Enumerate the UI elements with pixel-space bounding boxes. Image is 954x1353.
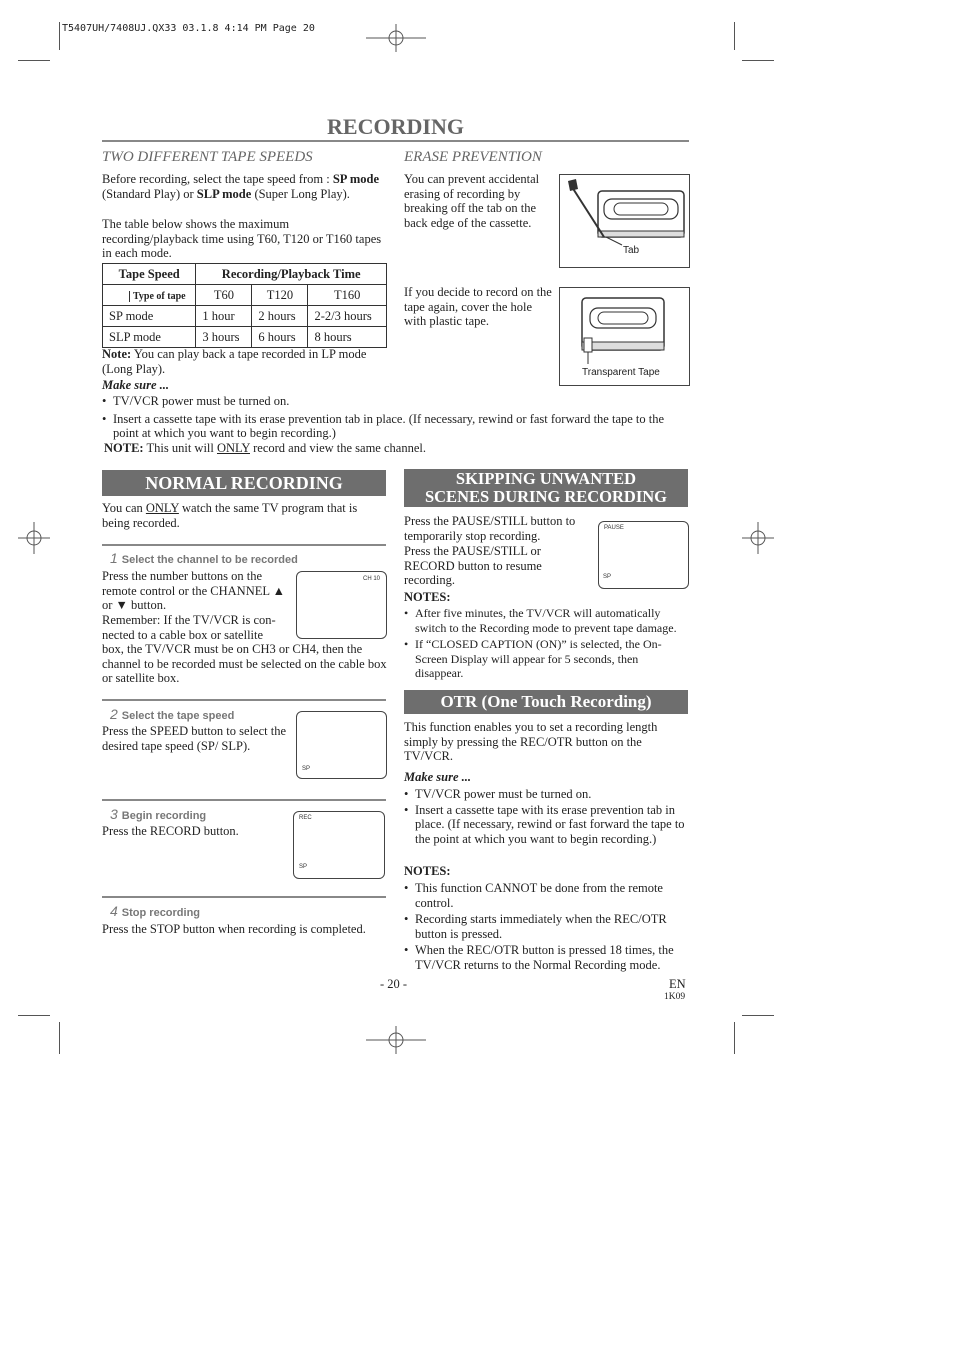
osd-screen-channel <box>296 571 387 639</box>
osd-screen-pause <box>598 521 689 589</box>
crop-mark <box>18 1015 50 1016</box>
type-of-tape-label: Type of tape <box>129 291 186 302</box>
osd-channel: CH 10 <box>362 576 380 582</box>
tape-speeds-table-intro: The table below shows the maximum recording/playback time using T60, T120 or T160 tapes in each mode. <box>102 217 382 261</box>
step-2-heading: 2 Select the tape speed <box>110 706 235 722</box>
table-cell: 6 hours <box>252 327 308 348</box>
otr-intro: This function enables you to set a recording length simply by pressing the REC/OTR button on the TV/VCR. <box>404 720 658 764</box>
list-item: • Insert a cassette tape with its erase prevention tab in place. (If necessary, rewind or fast forward the tape to the point at which you want to begin recording.) <box>404 803 686 847</box>
step-divider <box>102 896 386 898</box>
crop-mark <box>742 60 774 61</box>
step-3-text: Press the RECORD button. <box>102 824 239 838</box>
otr-make-sure-list <box>404 787 686 846</box>
registration-mark-icon <box>366 1026 426 1054</box>
table-row <box>103 327 387 348</box>
crop-mark <box>59 1022 60 1054</box>
table-cell: SP mode <box>103 306 196 327</box>
normal-recording-title: NORMAL RECORDING <box>102 470 386 496</box>
list-item: • Recording starts immediately when the REC/OTR button is pressed. <box>404 912 686 941</box>
otr-notes-label: NOTES: <box>404 864 451 878</box>
table-cell: T120 <box>252 285 308 306</box>
otr-title: OTR (One Touch Recording) <box>404 690 688 714</box>
osd-screen-speed <box>296 711 387 779</box>
table-header: Recording/Playback Time <box>196 264 387 285</box>
step-divider <box>102 799 386 801</box>
lp-note: Note: You can play back a tape recorded in LP mode (Long Play). <box>102 347 367 376</box>
tape-speed-table <box>102 263 387 348</box>
list-item: • This function CANNOT be done from the remote control. <box>404 881 686 910</box>
registration-mark-icon <box>742 522 774 554</box>
table-cell: 8 hours <box>308 327 387 348</box>
step-1-remember: Remember: If the TV/VCR is con- nected to a cable box or satellite <box>102 613 276 642</box>
registration-mark-icon <box>366 24 426 52</box>
list-item: • If “CLOSED CAPTION (ON)” is selected, the On-Screen Display will appear for 5 seconds, then disappear. <box>404 637 688 681</box>
step-divider <box>102 544 386 546</box>
table-cell: SLP mode <box>103 327 196 348</box>
normal-recording-intro: You can ONLY watch the same TV program that is being recorded. <box>102 501 358 530</box>
tape-speeds-intro: Before recording, select the tape speed from : SP mode (Standard Play) or SLP mode (Super Long Play). <box>102 172 379 201</box>
table-header: Tape Speed <box>103 264 196 285</box>
skipping-text-2: Press the PAUSE/STILL or RECORD button to resume recording. <box>404 544 542 588</box>
crop-mark <box>742 1015 774 1016</box>
step-4-heading: 4 Stop recording <box>110 903 201 919</box>
table-cell: T160 <box>308 285 387 306</box>
title-rule <box>102 140 689 142</box>
skipping-title: SKIPPING UNWANTED SCENES DURING RECORDING <box>404 469 688 507</box>
table-cell: 1 hour <box>196 306 252 327</box>
table-cell <box>103 285 196 306</box>
crop-mark <box>734 22 735 50</box>
crop-mark <box>59 22 60 50</box>
print-header: T5407UH/7408UJ.QX33 03.1.8 4:14 PM Page 20 <box>62 23 315 34</box>
step-1-heading: 1 Select the channel to be recorded <box>110 550 298 566</box>
list-item: • TV/VCR power must be turned on. <box>102 394 687 409</box>
make-sure-list <box>102 394 687 441</box>
erase-prevention-text: You can prevent accidental erasing of recording by breaking off the tab on the back edge of the cassette. <box>404 172 540 230</box>
make-sure-label: Make sure ... <box>102 378 170 392</box>
tab-label: Tab <box>623 245 640 256</box>
page-title: RECORDING <box>327 114 464 139</box>
step-3-heading: 3 Begin recording <box>110 806 207 822</box>
language-code: EN <box>669 977 686 991</box>
table-cell: 3 hours <box>196 327 252 348</box>
osd-speed: SP <box>299 864 308 870</box>
page-number: - 20 - <box>380 977 408 991</box>
osd-screen-record <box>293 811 385 879</box>
step-2-text: Press the SPEED button to select the desired tape speed (SP/ SLP). <box>102 724 287 753</box>
list-item: • TV/VCR power must be turned on. <box>404 787 686 802</box>
table-cell: 2-2/3 hours <box>308 306 387 327</box>
same-channel-note: NOTE: This unit will ONLY record and view the same channel. <box>104 441 426 455</box>
cassette-tab-figure <box>559 174 690 268</box>
step-divider <box>102 699 386 701</box>
skipping-notes-label: NOTES: <box>404 590 451 604</box>
step-1-text: Press the number buttons on the remote control or the CHANNEL ▲ or ▼ button. <box>102 569 286 613</box>
osd-rec: REC <box>299 815 312 821</box>
erase-prevention-heading: ERASE PREVENTION <box>404 149 542 165</box>
tape-speeds-heading: TWO DIFFERENT TAPE SPEEDS <box>102 149 313 165</box>
skipping-text-1: Press the PAUSE/STILL button to temporarily stop recording. <box>404 514 576 543</box>
skipping-notes-list <box>404 606 688 681</box>
otr-make-sure-label: Make sure ... <box>404 770 472 784</box>
transparent-tape-label: Transparent Tape <box>582 367 660 378</box>
crop-mark <box>734 1022 735 1054</box>
osd-speed: SP <box>302 766 311 772</box>
document-code: 1K09 <box>664 992 686 1002</box>
osd-pause: PAUSE <box>604 525 624 531</box>
table-cell: 2 hours <box>252 306 308 327</box>
transparent-tape-text: If you decide to record on the tape again, cover the hole with plastic tape. <box>404 285 552 329</box>
crop-mark <box>18 60 50 61</box>
list-item: • Insert a cassette tape with its erase prevention tab in place. (If necessary, rewind or fast forward the tape to the point at which you want to begin recording.) <box>102 412 687 441</box>
table-cell: T60 <box>196 285 252 306</box>
table-row <box>103 306 387 327</box>
list-item: • After five minutes, the TV/VCR will automatically switch to the Recording mode to prevent tape damage. <box>404 606 688 635</box>
registration-mark-icon <box>18 522 50 554</box>
otr-notes-list <box>404 881 686 973</box>
step-4-text: Press the STOP button when recording is completed. <box>102 922 366 936</box>
list-item: • When the REC/OTR button is pressed 18 times, the TV/VCR returns to the Normal Recording mode. <box>404 943 686 972</box>
transparent-tape-figure <box>559 287 690 386</box>
osd-speed: SP <box>603 574 612 580</box>
step-1-remember-cont: box, the TV/VCR must be on CH3 or CH4, then the channel to be recorded must be selected on the cable box or satellite box. <box>102 642 387 686</box>
